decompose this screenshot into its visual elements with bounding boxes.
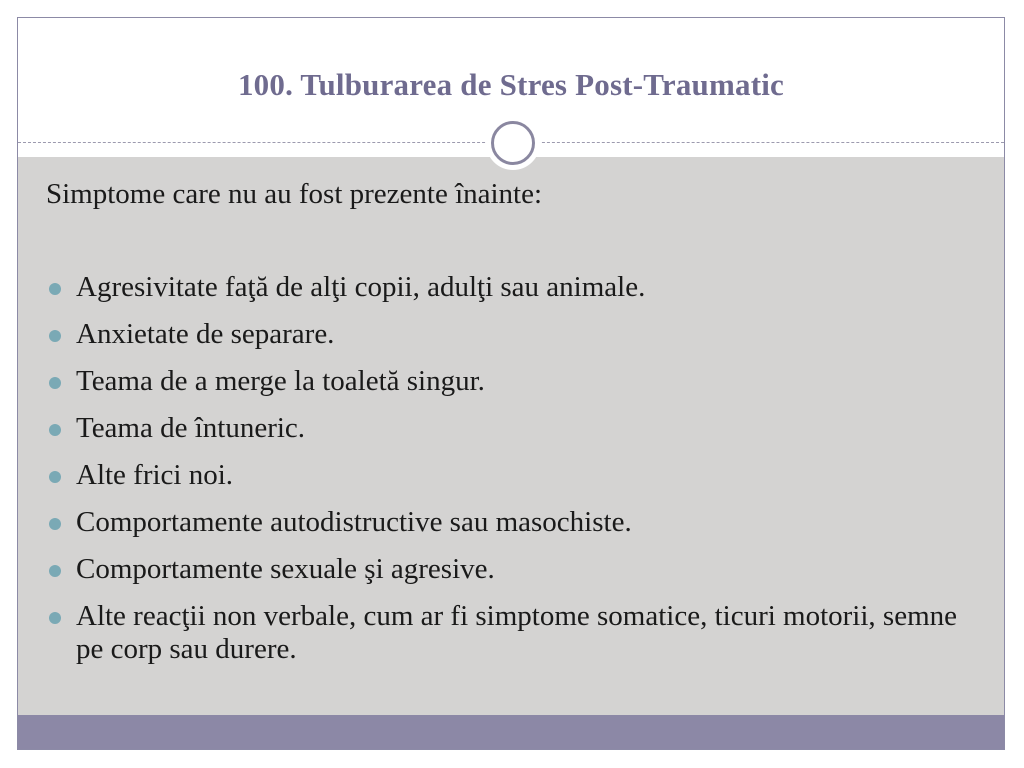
circle-ring-icon (491, 121, 535, 165)
bullet-text: Anxietate de separare. (76, 318, 335, 350)
list-item (44, 506, 984, 539)
bullet-dot-icon (49, 565, 61, 577)
list-item (44, 271, 984, 304)
bullet-dot-icon (49, 424, 61, 436)
list-item (44, 412, 984, 445)
bullet-text: Alte frici noi. (76, 459, 234, 491)
bullet-list (44, 271, 984, 680)
list-item (44, 459, 984, 492)
bullet-dot-icon (49, 283, 61, 295)
intro-text: Simptome care nu au fost prezente înainte: (46, 178, 543, 210)
bullet-text: Alte reacţii non verbale, cum ar fi simptome somatice, ticuri motorii, semne pe corp sau durere. (76, 600, 958, 665)
slide (17, 17, 1005, 750)
bullet-text: Teama de întuneric. (76, 412, 306, 444)
bullet-text: Agresivitate faţă de alţi copii, adulţi sau animale. (76, 271, 646, 303)
bullet-text: Comportamente sexuale şi agresive. (76, 553, 495, 585)
bullet-dot-icon (49, 471, 61, 483)
bullet-dot-icon (49, 518, 61, 530)
list-item (44, 365, 984, 398)
bullet-text: Comportamente autodistructive sau masochiste. (76, 506, 632, 538)
footer-bar (18, 715, 1004, 750)
list-item (44, 318, 984, 351)
bullet-dot-icon (49, 330, 61, 342)
list-item (44, 553, 984, 586)
bullet-dot-icon (49, 377, 61, 389)
bullet-text: Teama de a merge la toaletă singur. (76, 365, 485, 397)
slide-title: 100. Tulburarea de Stres Post-Traumatic (237, 67, 784, 102)
bullet-dot-icon (49, 612, 61, 624)
list-item (44, 600, 984, 666)
